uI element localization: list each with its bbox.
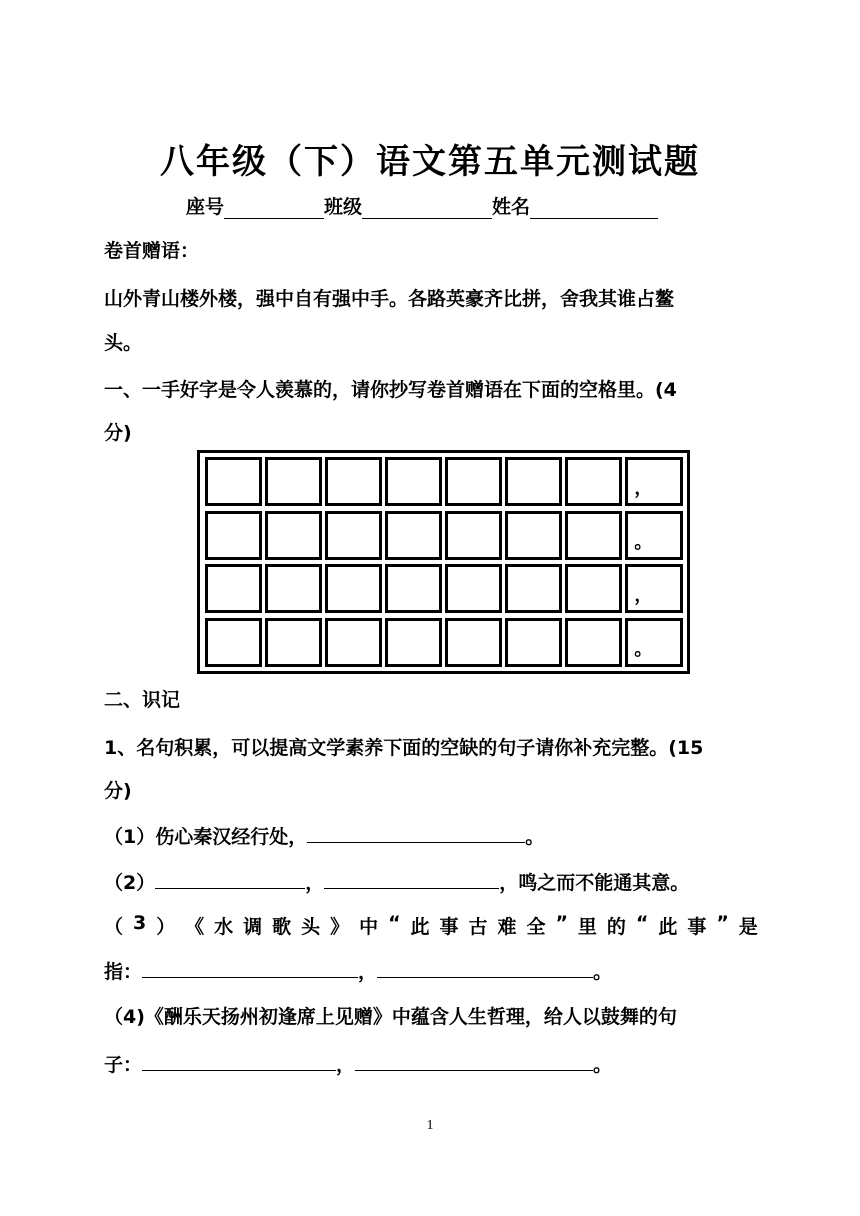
item-3-char: 《 xyxy=(185,916,205,938)
grid-row xyxy=(203,564,684,618)
class-label: 班级 xyxy=(324,196,363,218)
item-2-comma: ， xyxy=(305,872,325,894)
item-3-char: 此 xyxy=(658,916,678,938)
item-3-char: 水 xyxy=(214,916,234,938)
punct-mark: ， xyxy=(634,478,653,499)
grid-cell[interactable] xyxy=(205,564,262,613)
item-3-comma: ， xyxy=(358,961,378,983)
name-label: 姓名 xyxy=(492,196,531,218)
writing-grid xyxy=(197,450,690,674)
grid-row xyxy=(203,618,684,672)
answer-blank[interactable] xyxy=(142,959,358,978)
item-3-zhi: 指： xyxy=(104,961,143,983)
item-3-char: “ xyxy=(635,912,649,934)
grid-cell[interactable] xyxy=(205,618,262,667)
grid-cell[interactable] xyxy=(265,511,322,560)
grid-cell[interactable] xyxy=(205,511,262,560)
item-4-zi: 子： xyxy=(104,1054,143,1076)
page-number: 1 xyxy=(426,1118,434,1133)
item-3-char: 事 xyxy=(439,916,459,938)
item-4-end: 。 xyxy=(593,1054,613,1076)
item-3-char: 事 xyxy=(687,916,707,938)
item-3-char: 中 xyxy=(359,916,379,938)
grid-cell[interactable] xyxy=(565,618,622,667)
grid-cell[interactable] xyxy=(565,564,622,613)
page-title: 八年级（下）语文第五单元测试题 xyxy=(160,142,700,182)
grid-row xyxy=(203,511,684,565)
grid-cell[interactable] xyxy=(505,564,562,613)
item-3-end: 。 xyxy=(593,961,613,983)
epigraph-heading: 卷首赠语： xyxy=(104,240,200,262)
item-4-comma: ， xyxy=(336,1054,356,1076)
item-1 xyxy=(104,822,544,849)
seat-label: 座号 xyxy=(186,196,225,218)
q1-instruction-cont: 分) xyxy=(104,780,132,802)
item-3-char: 全 xyxy=(526,916,546,938)
item-3-char: 歌 xyxy=(272,916,292,938)
grid-cell[interactable] xyxy=(265,457,322,506)
answer-blank[interactable] xyxy=(355,1052,593,1071)
grid-cell[interactable] xyxy=(385,511,442,560)
section1-instruction: 一、一手好字是令人羡慕的，请你抄写卷首赠语在下面的空格里。(4 xyxy=(104,379,677,401)
item-3-char: ” xyxy=(716,912,729,934)
grid-cell[interactable] xyxy=(325,618,382,667)
grid-cell[interactable] xyxy=(445,457,502,506)
name-field[interactable] xyxy=(530,200,658,219)
grid-cell[interactable] xyxy=(385,564,442,613)
item-3-char: 调 xyxy=(243,916,263,938)
item-3-char: 》 xyxy=(330,916,350,938)
answer-blank[interactable] xyxy=(307,824,525,843)
grid-cell[interactable] xyxy=(505,618,562,667)
item-2 xyxy=(104,868,689,895)
grid-cell[interactable] xyxy=(265,564,322,613)
grid-cell[interactable] xyxy=(325,564,382,613)
grid-cell[interactable] xyxy=(325,457,382,506)
grid-cell[interactable] xyxy=(505,511,562,560)
punct-mark: 。 xyxy=(634,638,653,660)
punct-mark: ， xyxy=(634,585,653,606)
answer-blank[interactable] xyxy=(155,870,305,889)
answer-blank[interactable] xyxy=(142,1052,336,1071)
grid-cell[interactable] xyxy=(565,457,622,506)
item-3-char: 是 xyxy=(738,916,758,938)
section1-instruction-cont: 分) xyxy=(104,422,132,444)
punct-mark: 。 xyxy=(634,531,653,553)
item-4-line-2 xyxy=(104,1050,612,1077)
item-2-label: （2） xyxy=(104,872,156,894)
item-2-text: ，鸣之而不能通其意。 xyxy=(499,872,690,894)
section2-heading: 二、识记 xyxy=(104,689,181,711)
grid-cell[interactable] xyxy=(385,618,442,667)
grid-cell[interactable] xyxy=(445,564,502,613)
item-3-char: 头 xyxy=(301,916,321,938)
grid-cell[interactable] xyxy=(265,618,322,667)
grid-cell[interactable] xyxy=(385,457,442,506)
student-info-line xyxy=(186,192,658,219)
seat-field[interactable] xyxy=(224,200,324,219)
item-3-char: ” xyxy=(555,912,568,934)
item-3-char: 难 xyxy=(497,916,517,938)
grid-cell[interactable] xyxy=(325,511,382,560)
item-3-char: 此 xyxy=(410,916,430,938)
grid-cell[interactable] xyxy=(565,511,622,560)
item-1-end: 。 xyxy=(525,826,545,848)
grid-cell[interactable] xyxy=(505,457,562,506)
item-3-line-1 xyxy=(104,912,758,939)
grid-cell[interactable] xyxy=(445,511,502,560)
q1-instruction: 1、名句积累，可以提高文学素养下面的空缺的句子请你补充完整。(15 xyxy=(104,737,704,759)
item-3-line-2 xyxy=(104,957,612,984)
grid-cell-punct[interactable] xyxy=(625,511,682,560)
answer-blank[interactable] xyxy=(324,870,499,889)
epigraph-line-1: 山外青山楼外楼，强中自有强中手。各路英豪齐比拼，舍我其谁占鳌 xyxy=(104,288,675,310)
item-3-char: （ xyxy=(104,916,124,938)
item-3-char: ） xyxy=(156,916,176,938)
grid-cell-punct[interactable] xyxy=(625,457,682,506)
item-3-char: 的 xyxy=(606,916,626,938)
item-3-char: 里 xyxy=(577,916,597,938)
epigraph-line-2: 头。 xyxy=(104,332,143,354)
class-field[interactable] xyxy=(362,200,492,219)
item-3-char: 古 xyxy=(468,916,488,938)
grid-cell[interactable] xyxy=(445,618,502,667)
grid-cell[interactable] xyxy=(205,457,262,506)
item-3-char: “ xyxy=(388,912,401,934)
grid-row xyxy=(203,457,684,511)
grid-cell-punct[interactable] xyxy=(625,564,682,613)
item-3-char: 3 xyxy=(132,912,147,934)
answer-blank[interactable] xyxy=(377,959,593,978)
item-4-line-1: （4)《酬乐天扬州初逢席上见赠》中蕴含人生哲理，给人以鼓舞的句 xyxy=(104,1006,677,1028)
grid-cell-punct[interactable] xyxy=(625,618,682,667)
item-1-text: （1）伤心秦汉经行处， xyxy=(104,826,308,848)
